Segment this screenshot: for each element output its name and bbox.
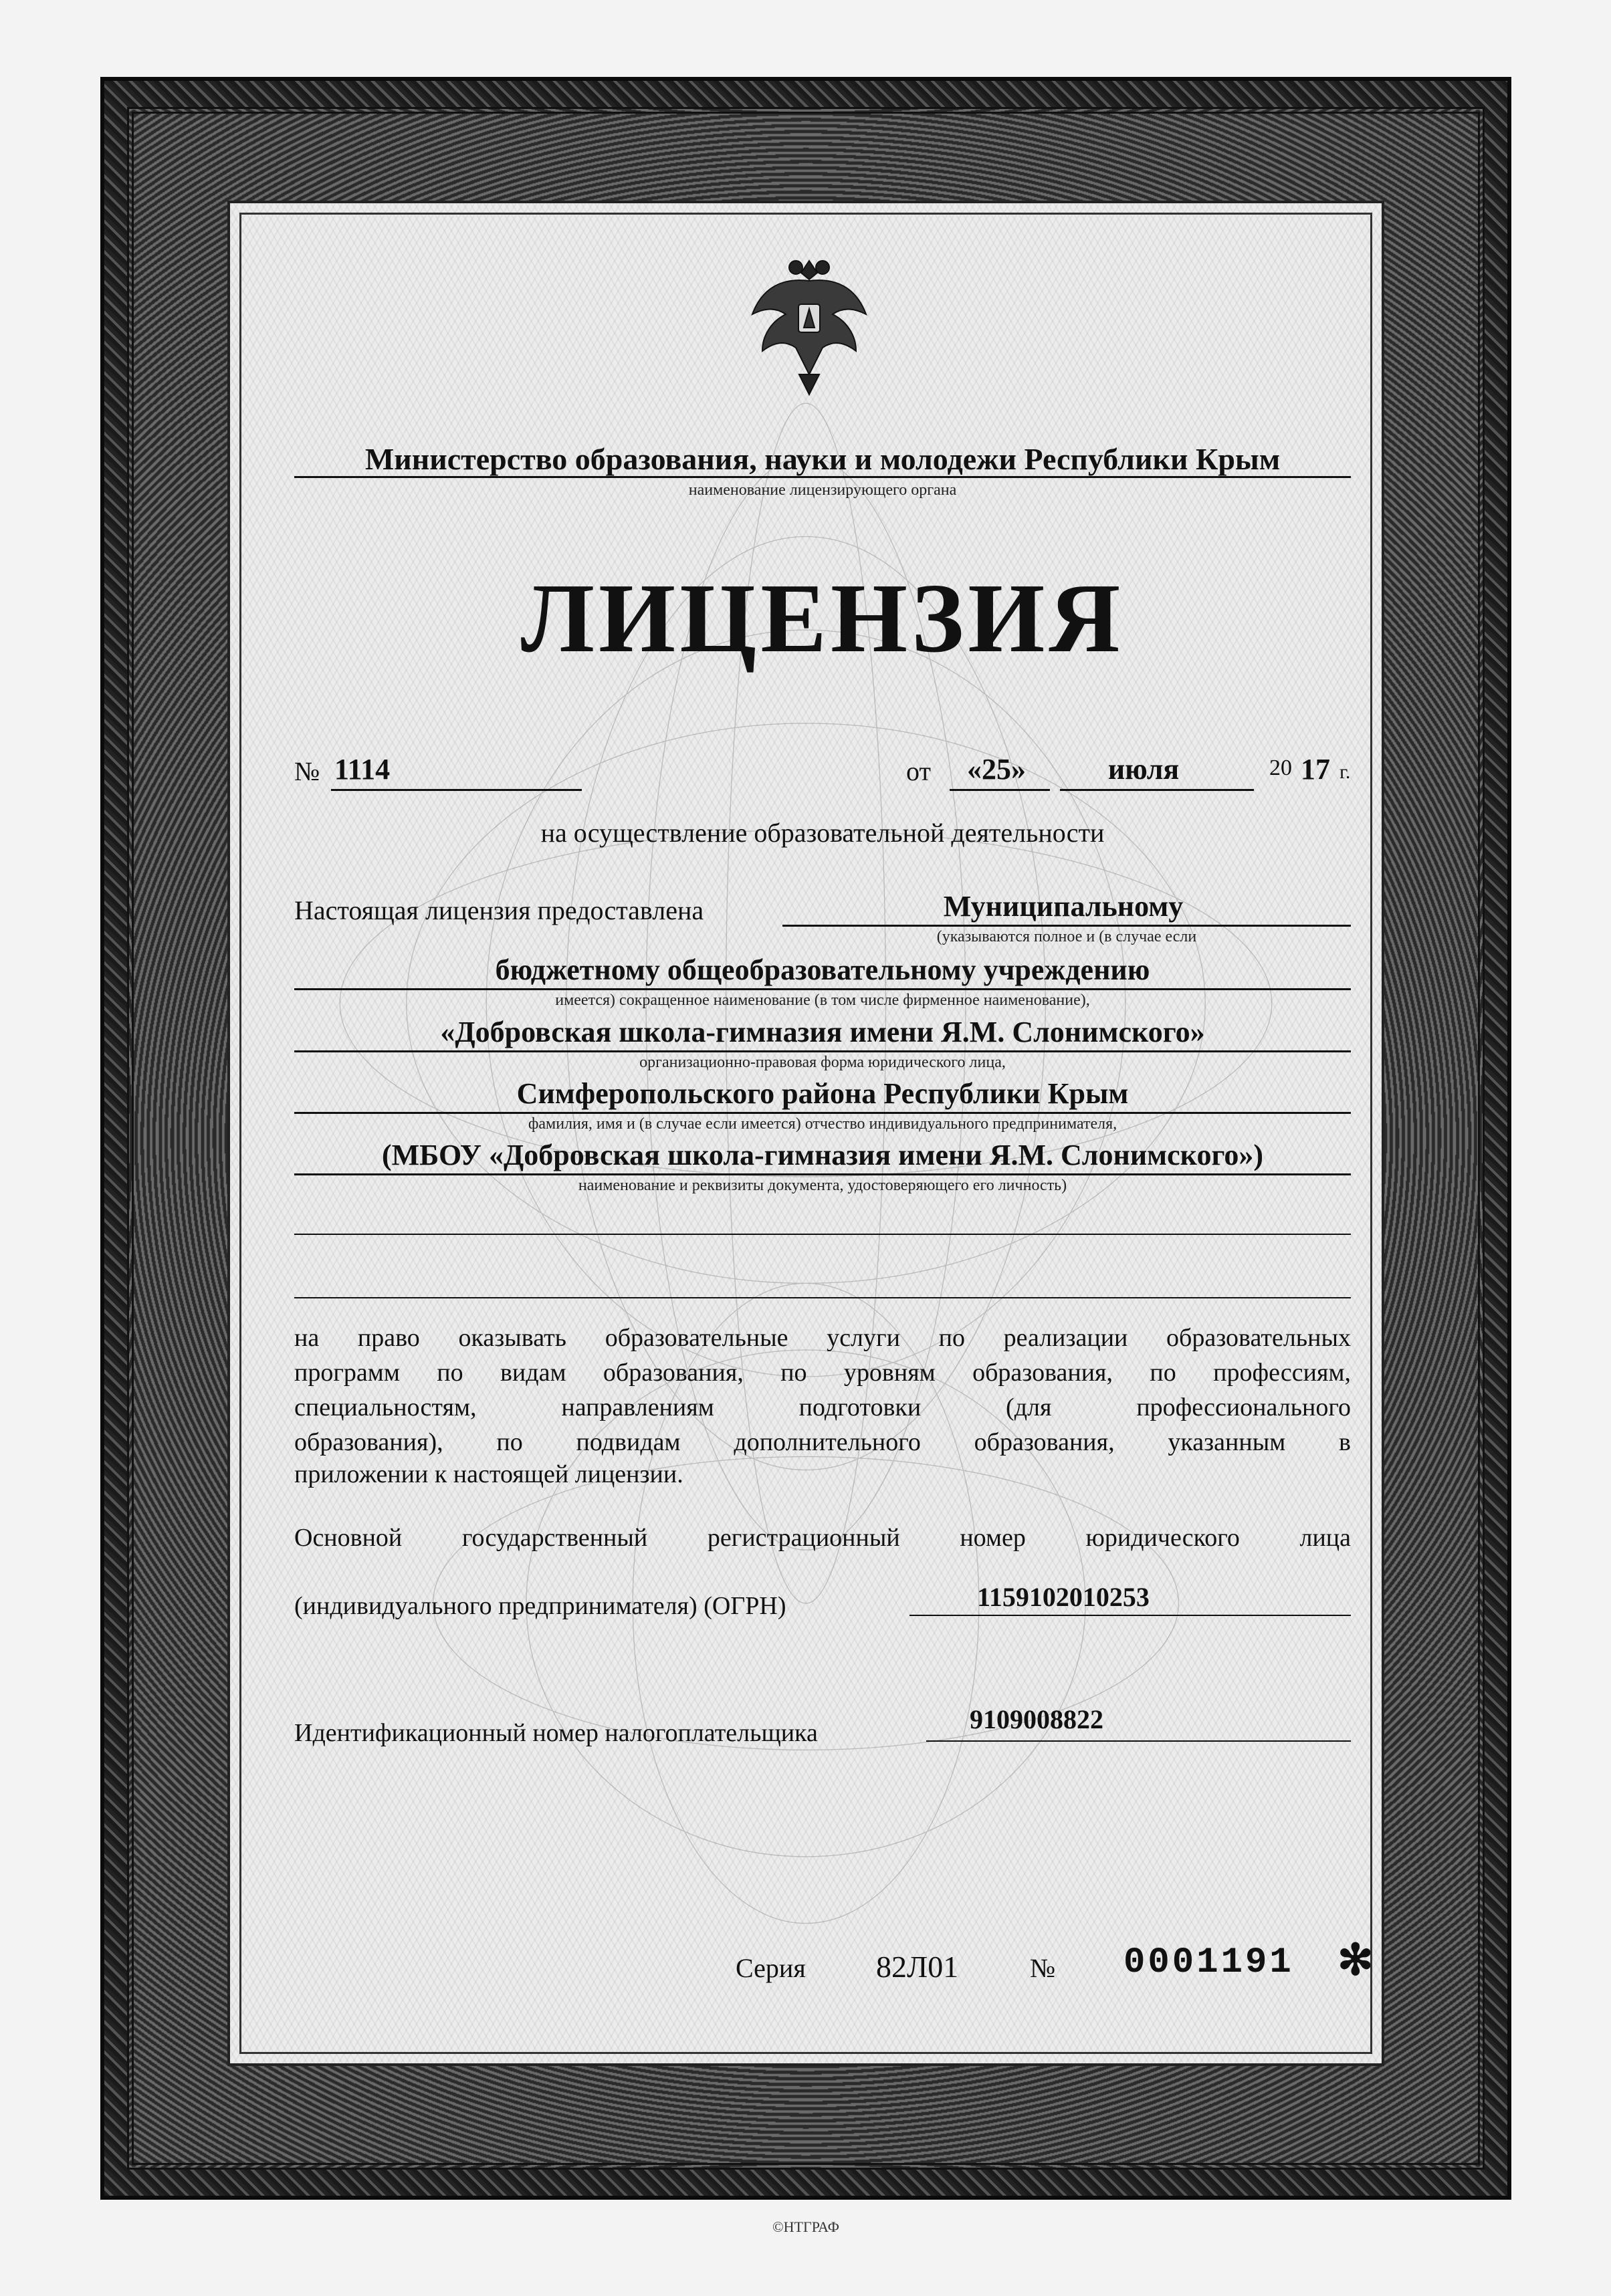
coat-of-arms-icon [742, 241, 876, 401]
authority-caption: наименование лицензирующего органа [688, 481, 957, 499]
series-value: 82Л01 [876, 1950, 959, 1984]
date-year-g: г. [1339, 761, 1351, 783]
guilloche-background [227, 201, 1384, 2066]
licensee-caption-5: наименование и реквизиты документа, удостоверяющего его личность) [578, 1177, 1067, 1194]
printer-mark: ©НТГРАФ [772, 2218, 840, 2235]
licensee-caption-2: имеется) сокращенное наименование (в том числе фирменное наименование), [555, 992, 1090, 1009]
rights-line: специальностям, направлениям подготовки (для профессионального [294, 1393, 1351, 1421]
date-month: июля [1107, 753, 1180, 786]
ogrn-underline [909, 1615, 1351, 1616]
number-sign: № [294, 756, 320, 786]
licensee-caption-3: организационно-правовая форма юридического лица, [639, 1054, 1006, 1071]
rights-line: образования), по подвидам дополнительного образования, указанным в [294, 1428, 1351, 1456]
licensee-line-1: Муниципальному [943, 890, 1184, 923]
number-underline [331, 789, 582, 791]
licensee-line-5-underline [294, 1173, 1351, 1175]
rights-line: программ по видам образования, по уровням образования, по профессиям, [294, 1359, 1351, 1387]
licensee-line-4-underline [294, 1112, 1351, 1114]
rights-paragraph [294, 1321, 1351, 1460]
rights-line-last: приложении к настоящей лицензии. [294, 1460, 683, 1488]
rights-line: на право оказывать образовательные услуги по реализации образовательных [294, 1324, 1351, 1352]
blank-number: 0001191 [1123, 1942, 1294, 1983]
date-year-prefix: 20 [1269, 756, 1292, 780]
licensee-line-3-underline [294, 1050, 1351, 1052]
ogrn-label-1: Основной государственный регистрационный номер юридического лица [294, 1524, 1351, 1552]
document-title: ЛИЦЕНЗИЯ [520, 564, 1125, 673]
ogrn-label-2: (индивидуального предпринимателя) (ОГРН) [294, 1592, 786, 1620]
licensee-line-3: «Добровская школа-гимназия имени Я.М. Слонимского» [440, 1016, 1205, 1048]
inn-label: Идентификационный номер налогоплательщика [294, 1719, 818, 1747]
licensee-caption-4: фамилия, имя и (в случае если имеется) отчество индивидуального предпринимателя, [528, 1115, 1117, 1133]
date-month-underline [1060, 789, 1254, 791]
licensing-authority: Министерство образования, науки и молодежи Республики Крым [364, 442, 1281, 476]
license-number: 1114 [334, 753, 391, 786]
licensee-line-4: Симферопольского района Республики Крым [516, 1077, 1129, 1110]
licensee-line-2-underline [294, 988, 1351, 990]
authority-underline [294, 476, 1351, 478]
series-label: Серия [736, 1953, 806, 1983]
granted-to-label: Настоящая лицензия предоставлена [294, 895, 704, 925]
blank-line-1 [294, 1234, 1351, 1235]
ogrn-value: 1159102010253 [977, 1582, 1150, 1612]
blank-line-2 [294, 1297, 1351, 1298]
blank-number-sign: № [1030, 1953, 1056, 1983]
date-day: «25» [967, 753, 1026, 786]
date-day-underline [950, 789, 1050, 791]
licensee-line-1-underline [782, 925, 1351, 927]
licensee-line-2: бюджетному общеобразовательному учреждению [495, 953, 1150, 986]
inn-value: 9109008822 [970, 1704, 1103, 1734]
date-year: 17 [1301, 753, 1330, 786]
licensee-line-5: (МБОУ «Добровская школа-гимназия имени Я.М. Слонимского») [382, 1139, 1263, 1171]
license-purpose: на осуществление образовательной деятельности [540, 818, 1105, 848]
date-from-label: от [906, 756, 931, 786]
inn-underline [926, 1740, 1351, 1742]
star-mark: ✻ [1337, 1936, 1374, 1984]
licensee-caption-1: (указываются полное и (в случае если [936, 928, 1197, 945]
